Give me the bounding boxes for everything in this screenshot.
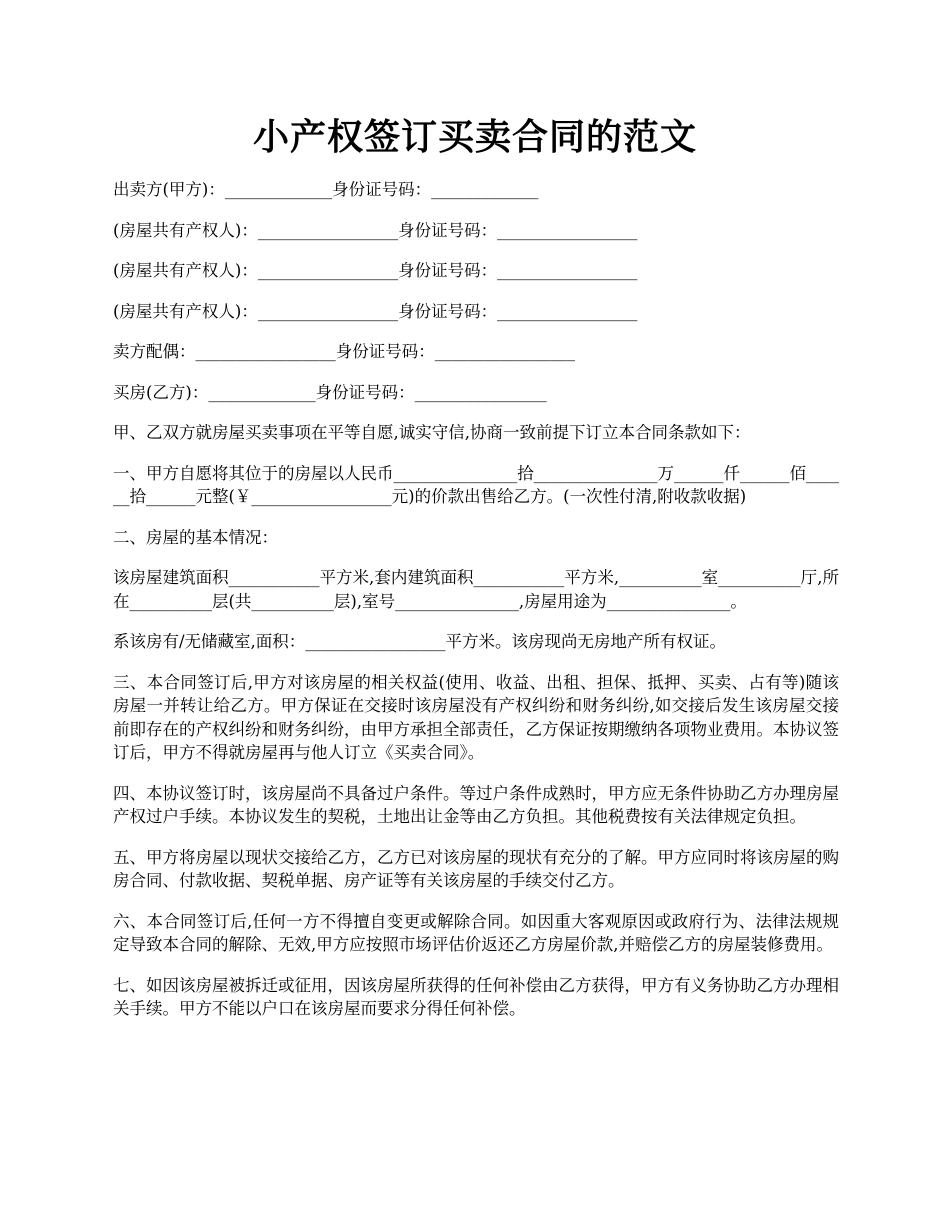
clause-5-handover: 五、甲方将房屋以现状交接给乙方，乙方已对该房屋的现状有充分的了解。甲方应同时将该房屋的购房合同、付款收据、契税单据、房产证等有关该房屋的手续交付乙方。 <box>113 847 839 890</box>
co-owner-line-1: (房屋共有产权人)：_________________身份证号码：_________________ <box>113 220 638 240</box>
clause-3-rights-transfer: 三、本合同签订后,甲方对该房屋的相关权益(使用、收益、出租、担保、抵押、买卖、占有等)随该房屋一并转让给乙方。甲方保证在交接时该房屋没有产权纠纷和财务纠纷,如交接后发生该房屋交接前即存在的产权纠纷和财务纠纷，由甲方承担全部责任，乙方保证按期缴纳各项物业费用。本协议签订后，甲方不得就房屋再与他人订立《买卖合同》。 <box>113 672 839 762</box>
clause-2-heading: 二、房屋的基本情况： <box>113 527 278 547</box>
house-details-paragraph: 该房屋建筑面积___________平方米,套内建筑面积___________平方米,__________室__________厅,所在__________层(共__________层),室号_______________,房屋用途为_______________。 <box>113 568 839 611</box>
buyer-line: 买房(乙方)：_____________身份证号码：________________ <box>113 382 547 402</box>
co-owner-line-2: (房屋共有产权人)：_________________身份证号码：_________________ <box>113 261 638 280</box>
clause-4-transfer-conditions: 四、本协议签订时，该房屋尚不具备过户条件。等过户条件成熟时，甲方应无条件协助乙方办理房屋产权过户手续。本协议发生的契税，土地出让金等由乙方负担。其他税费按有关法律规定负担。 <box>113 783 839 826</box>
clause-6-termination: 六、本合同签订后,任何一方不得擅自变更或解除合同。如因重大客观原因或政府行为、法律法规规定导致本合同的解除、无效,甲方应按照市场评估价返还乙方房屋价款,并赔偿乙方的房屋装修费用。 <box>113 911 839 954</box>
seller-line: 出卖方(甲方)：_____________身份证号码：_____________ <box>113 180 539 199</box>
clause-1-price: 一、甲方自愿将其位于的房屋以人民币_______________拾_______________万______仟______佰______拾______元整(￥_________________元)的价款出售给乙方。(一次性付清,附收款收据) <box>113 463 839 506</box>
document-title: 小产权签订买卖合同的范文 <box>252 116 697 158</box>
seller-spouse-line: 卖方配偶：_________________身份证号码：_________________ <box>113 342 575 361</box>
clause-7-demolition: 七、如因该房屋被拆迁或征用，因该房屋所获得的任何补偿由乙方获得，甲方有义务协助乙方办理相关手续。甲方不能以户口在该房屋而要求分得任何补偿。 <box>113 975 839 1018</box>
storage-room-paragraph: 系该房有/无储藏室,面积：_________________平方米。该房现尚无房地产所有权证。 <box>113 632 727 651</box>
co-owner-line-3: (房屋共有产权人)：_________________身份证号码：_________________ <box>113 301 638 321</box>
preamble-paragraph: 甲、乙双方就房屋买卖事项在平等自愿,诚实守信,协商一致前提下订立本合同条款如下： <box>113 423 751 442</box>
document-body <box>113 178 839 1021</box>
